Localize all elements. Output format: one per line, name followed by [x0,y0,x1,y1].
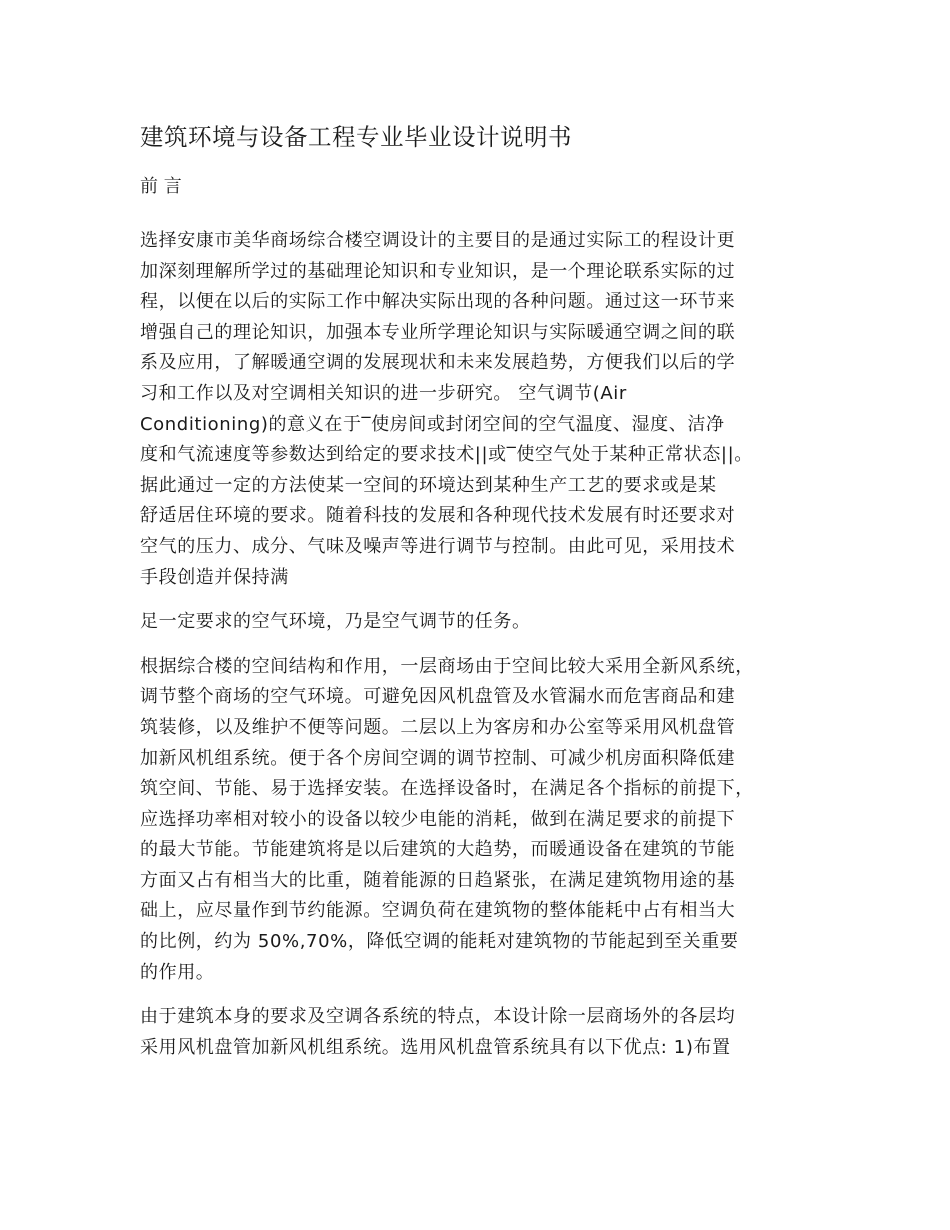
text-line: 的比例，约为 50%,70%，降低空调的能耗对建筑物的节能起到至关重要 [140,931,739,953]
text-line: 筑空间、节能、易于选择安装。在选择设备时，在满足各个指标的前提下， [140,778,754,800]
text-line: 系及应用，了解暖通空调的发展现状和未来发展趋势，方便我们以后的学 [140,352,736,374]
paragraph-4 [140,1002,830,1063]
text-line: 采用风机盘管加新风机组系统。选用风机盘管系统具有以下优点: 1)布置 [140,1036,731,1058]
text-line: 的最大节能。节能建筑将是以后建筑的大趋势，而暖通设备在建筑的节能 [140,839,736,861]
text-line: 习和工作以及对空调相关知识的进一步研究。 空气调节(Air [140,382,627,404]
section-heading-preface: 前 言 [140,176,182,197]
text-line: 的作用。 [140,961,215,983]
text-line: 加新风机组系统。便于各个房间空调的调节控制、可减少机房面积降低建 [140,747,736,769]
document-page [140,118,830,1077]
paragraph-1 [140,226,830,593]
text-line: 加深刻理解所学过的基础理论知识和专业知识，是一个理论联系实际的过 [140,260,736,282]
text-line: 空气的压力、成分、气味及噪声等进行调节与控制。由此可见，采用技术 [140,535,736,557]
text-line: 方面又占有相当大的比重，随着能源的日趋紧张，在满足建筑物用途的基 [140,869,736,891]
text-line: 选择安康市美华商场综合楼空调设计的主要目的是通过实际工的程设计更 [140,230,736,251]
text-line: 程，以便在以后的实际工作中解决实际出现的各种问题。通过这一环节来 [140,291,736,313]
text-line: 由于建筑本身的要求及空调各系统的特点，本设计除一层商场外的各层均 [140,1006,736,1028]
text-line: 舒适居住环境的要求。随着科技的发展和各种现代技术发展有时还要求对 [140,505,736,527]
text-line: 手段创造并保持满 [140,566,289,588]
text-line: 础上，应尽量作到节约能源。空调负荷在建筑物的整体能耗中占有相当大 [140,900,736,922]
text-line: 筑装修，以及维护不便等问题。二层以上为客房和办公室等采用风机盘管 [140,716,736,738]
text-line: 足一定要求的空气环境，乃是空气调节的任务。 [140,611,531,633]
text-line: Conditioning)的意义在于‾使房间或封闭空间的空气温度、湿度、洁净 [140,413,725,435]
document-title: 建筑环境与设备工程专业毕业设计说明书 [140,123,572,151]
text-line: 调节整个商场的空气环境。可避免因风机盘管及水管漏水而危害商品和建 [140,686,736,708]
text-line: 应选择功率相对较小的设备以较少电能的消耗，做到在满足要求的前提下 [140,808,736,830]
paragraph-2 [140,607,830,638]
paragraph-3 [140,652,830,989]
text-line: 度和气流速度等参数达到给定的要求技术||或‾使空气处于某种正常状态||。 [140,444,753,466]
text-line: 根据综合楼的空间结构和作用，一层商场由于空间比较大采用全新风系统， [140,655,754,677]
text-line: 增强自己的理论知识，加强本专业所学理论知识与实际暖通空调之间的联 [140,321,736,343]
text-line: 据此通过一定的方法使某一空间的环境达到某种生产工艺的要求或是某 [140,474,717,496]
